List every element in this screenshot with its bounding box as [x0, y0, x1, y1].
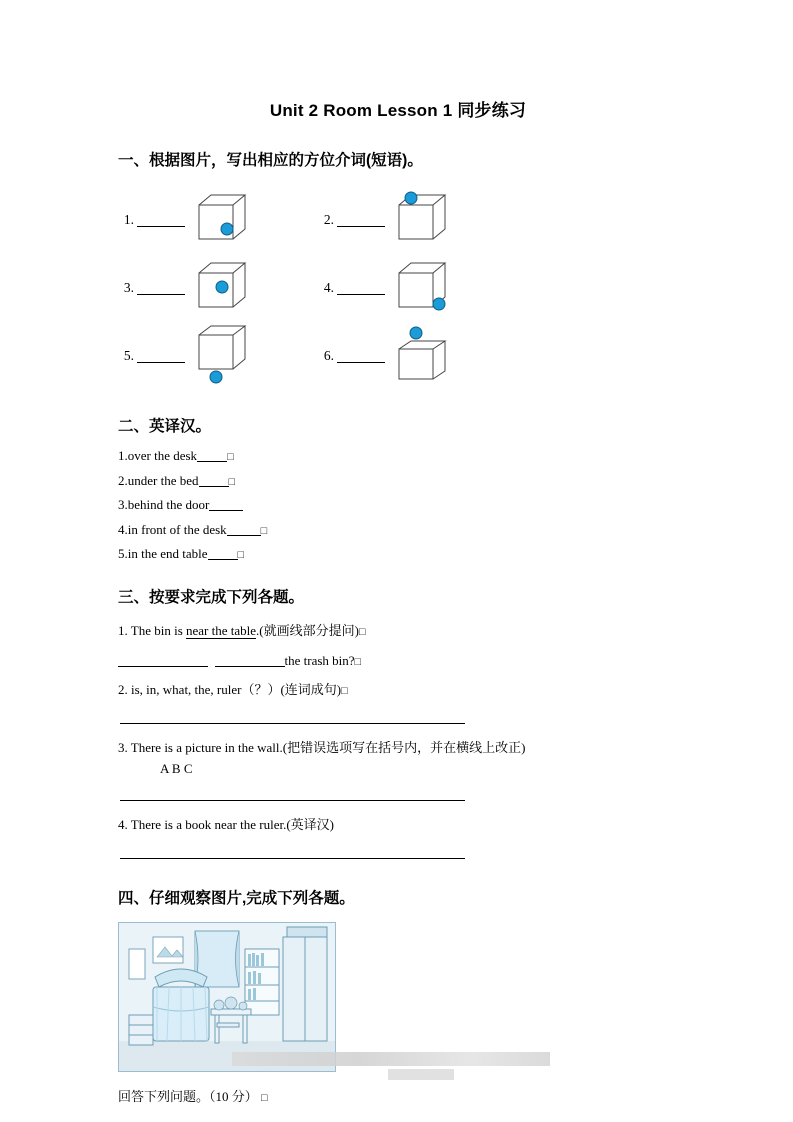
- box-glyph: □: [260, 524, 268, 537]
- answer-rule[interactable]: [120, 799, 465, 801]
- cube-question-2: [318, 186, 518, 254]
- question-number: 2.: [323, 212, 334, 227]
- section-2-heading: 二、英译汉。: [118, 418, 212, 435]
- box-glyph: □: [261, 1091, 268, 1104]
- translation-text: 3.behind the door: [118, 497, 210, 512]
- list-item: [118, 473, 678, 489]
- underlined-phrase: near the table: [186, 623, 257, 638]
- page-title: Unit 2 Room Lesson 1 同步练习: [269, 101, 527, 120]
- box-glyph: □: [228, 475, 236, 488]
- question-3-3-marks: A B C: [160, 761, 193, 776]
- cube-icon: [391, 189, 453, 251]
- section-3-heading: 三、按要求完成下列各题。: [118, 589, 305, 606]
- answer-rule[interactable]: [120, 722, 465, 724]
- redacted-bar-secondary: [388, 1069, 454, 1080]
- cube-icon: [191, 325, 253, 387]
- answer-blank[interactable]: [137, 281, 185, 295]
- caption-text: 回答下列问题。（10 分）: [118, 1088, 258, 1104]
- list-item: [118, 522, 678, 538]
- answer-blank[interactable]: [209, 498, 243, 511]
- box-glyph: □: [358, 626, 366, 638]
- cube-icon: [191, 257, 253, 319]
- box-glyph: □: [237, 549, 245, 561]
- answer-suffix: the trash bin?: [284, 652, 355, 668]
- answer-blank[interactable]: [215, 653, 285, 667]
- question-number: 1.: [123, 212, 134, 227]
- question-text: 3. There is a picture in the wall.(把错误选项写在括号内，并在横线上改正): [118, 739, 526, 755]
- cube-icon: [391, 257, 453, 319]
- answer-blank[interactable]: [337, 281, 385, 295]
- room-picture: [118, 922, 336, 1072]
- answer-blank[interactable]: [137, 349, 185, 363]
- redacted-bar: [232, 1052, 550, 1066]
- document-content: [118, 0, 678, 1105]
- answer-blank[interactable]: [197, 449, 227, 462]
- cube-question-4: [318, 254, 518, 322]
- question-3-1: [118, 621, 678, 641]
- list-item: [118, 448, 678, 464]
- answer-blank[interactable]: [337, 349, 385, 363]
- cube-row: [118, 186, 678, 254]
- translation-list: [118, 448, 678, 562]
- answer-blank[interactable]: [137, 213, 185, 227]
- translation-text: 2.under the bed: [118, 472, 199, 488]
- answer-blank[interactable]: [337, 213, 385, 227]
- answer-blank[interactable]: [227, 523, 261, 536]
- box-glyph: □: [341, 685, 348, 697]
- question-3-4: [118, 815, 678, 835]
- answer-blank[interactable]: [208, 547, 238, 560]
- section-4-caption: [118, 1086, 678, 1105]
- translation-text: 4.in front of the desk: [118, 521, 227, 537]
- question-suffix: .(就画线部分提问): [256, 623, 359, 638]
- list-item: [118, 497, 678, 513]
- section-1-heading: 一、根据图片，写出相应的方位介词(短语)。: [118, 152, 423, 169]
- box-glyph: □: [354, 655, 362, 668]
- question-prefix: 1. The bin is: [118, 623, 187, 638]
- question-number: 5.: [123, 348, 134, 363]
- cube-icon: [191, 189, 253, 251]
- cube-question-1: [118, 186, 318, 254]
- cube-question-5: [118, 322, 318, 390]
- cube-row: [118, 322, 678, 390]
- translation-text: 5.in the end table: [118, 546, 208, 561]
- question-text: 2. is, in, what, the, ruler（？）(连词成句): [118, 682, 342, 697]
- cube-row: [118, 254, 678, 322]
- answer-blank[interactable]: [118, 653, 208, 667]
- section-4-heading: 四、仔细观察图片,完成下列各题。: [118, 889, 355, 907]
- cube-question-grid: [118, 186, 678, 390]
- answer-rule[interactable]: [120, 857, 465, 859]
- cube-question-3: [118, 254, 318, 322]
- question-3-2: [118, 680, 678, 700]
- answer-blank[interactable]: [199, 474, 229, 487]
- cube-icon: [391, 325, 453, 387]
- question-text: 4. There is a book near the ruler.(英译汉): [118, 817, 334, 832]
- question-number: 6.: [323, 348, 334, 363]
- question-3-3: [118, 738, 678, 758]
- question-number: 3.: [123, 280, 134, 295]
- translation-text: 1.over the desk: [118, 448, 198, 463]
- list-item: [118, 546, 678, 562]
- box-glyph: □: [227, 451, 234, 463]
- question-number: 4.: [323, 280, 334, 295]
- cube-question-6: [318, 322, 518, 390]
- question-3-1-answer-row: [118, 651, 678, 671]
